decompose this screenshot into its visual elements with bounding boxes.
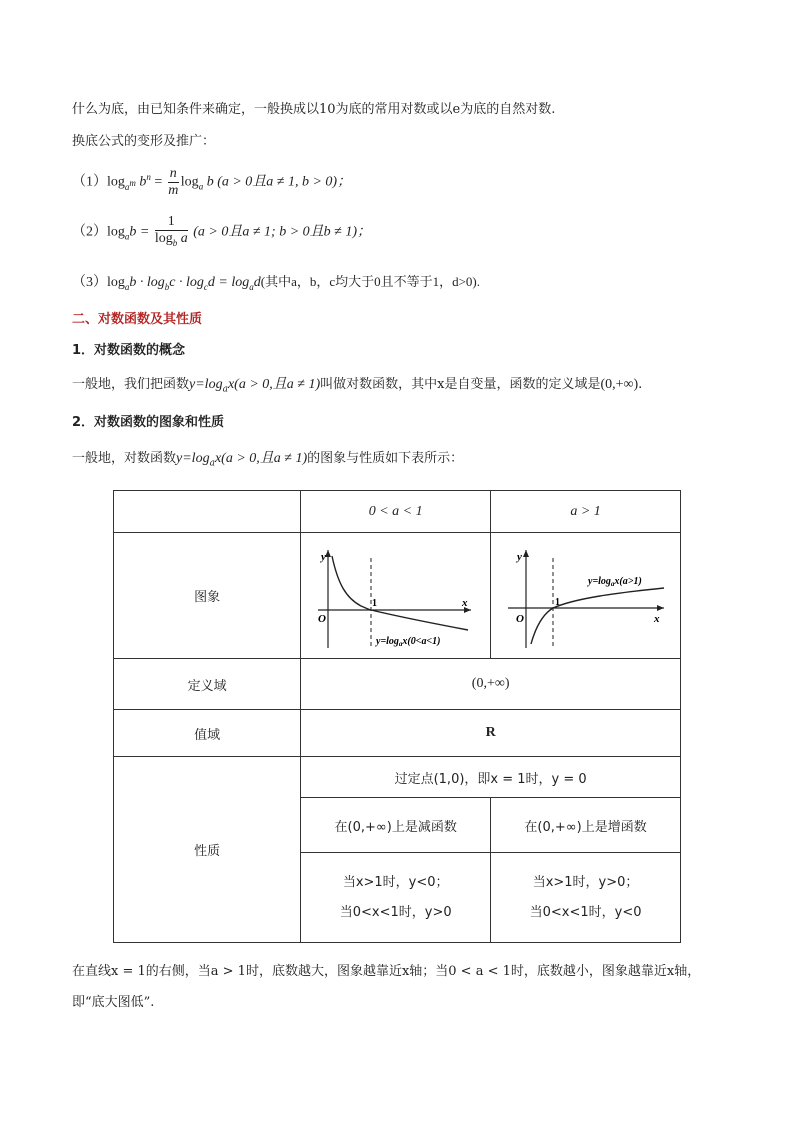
increasing-log-curve [531,588,664,644]
formula-1: $(1)\log_{a^m}$ $b^n$ = $\frac{n}{m}$ $\log_a b$ (a > 0且a ≠ 1, b > 0)； [72,166,352,198]
decreasing-property: 在(0,+∞)上是减函数 [301,798,491,853]
curve-label: $y=\log_ax(0<a<1)$ [375,635,441,648]
curve-label: $y=\log_ax(a>1)$ [587,575,642,588]
sign-property-left [301,853,491,943]
graph-intro-paragraph: 一般地，对数函数$y=\log_ax(a > 0$,且a ≠ 1)的图象与性质如下表所示： [72,451,464,469]
decreasing-log-curve [332,556,468,630]
x-axis-label: x [461,596,468,609]
subsection-graph: 2．对数函数的图象和性质 [72,415,225,430]
concept-paragraph: 一般地，我们把函数$y=\log_ax(a > 0$,且a ≠ 1)叫做对数函数，其中x是自变量，函数的定义域是(0,+∞). [72,377,643,395]
table-corner-cell [114,491,301,533]
domain-value: (0,+∞) [301,659,681,710]
log-properties-table [113,490,681,943]
change-of-base-heading: 换底公式的变形及推广： [72,134,216,149]
sign-right-line-2: 当0<x<1时，y<0 [529,904,642,920]
y-axis-label: y [516,550,522,563]
row-label-properties: 性质 [114,757,301,943]
formula-3: $(3)\log_ab \cdot \log_bc \cdot \log_cd = \log_ad$(其中a，b，c均大于0且不等于1，d>0). [72,274,481,292]
row-label-graph: 图象 [114,533,301,659]
intro-paragraph: 什么为底，由已知条件来确定，一般换成以10为底的常用对数或以e为底的自然对数. [72,102,556,117]
header-0-lt-a-lt-1: 0 < a < 1 [301,491,491,533]
graph-cell-increasing [491,533,681,659]
range-value: R [301,710,681,757]
sign-left-line-2: 当0<x<1时，y>0 [339,904,452,920]
y-axis-arrow-icon [325,550,331,557]
graph-cell-decreasing [301,533,491,659]
graph-decreasing [306,536,486,656]
sign-property-right [491,853,681,943]
formula-2: $(2)\log_ab$ = $\frac{1}{\log_b a}$ (a > 0且a ≠ 1; b > 0且b ≠ 1)； [72,214,371,248]
sign-left-line-1: 当x>1时，y<0； [342,874,449,890]
one-label: 1 [371,597,377,609]
origin-label: O [515,612,524,625]
graph-increasing [496,536,676,656]
row-label-domain: 定义域 [114,659,301,710]
increasing-property: 在(0,+∞)上是增函数 [491,798,681,853]
row-label-range: 值域 [114,710,301,757]
sign-right-line-1: 当x>1时，y>0； [532,874,639,890]
x-axis-arrow-icon [657,605,664,611]
one-label: 1 [554,596,560,608]
origin-label: O [317,612,326,625]
header-a-gt-1: a > 1 [491,491,681,533]
y-axis-label: y [320,550,326,563]
section-title: 二、对数函数及其性质 [72,312,203,327]
subsection-concept: 1．对数函数的概念 [72,343,186,358]
summary-line-2: 即“底大图低”. [72,995,155,1010]
summary-line-1: 在直线x = 1的右侧，当a > 1时，底数越大，图象越靠近x轴；当0 < a < 1时，底数越小，图象越靠近x轴， [72,964,701,979]
fixed-point-property: 过定点(1,0)，即x = 1时，y = 0 [301,757,681,798]
y-axis-arrow-icon [523,550,529,557]
x-axis-label: x [653,612,660,625]
